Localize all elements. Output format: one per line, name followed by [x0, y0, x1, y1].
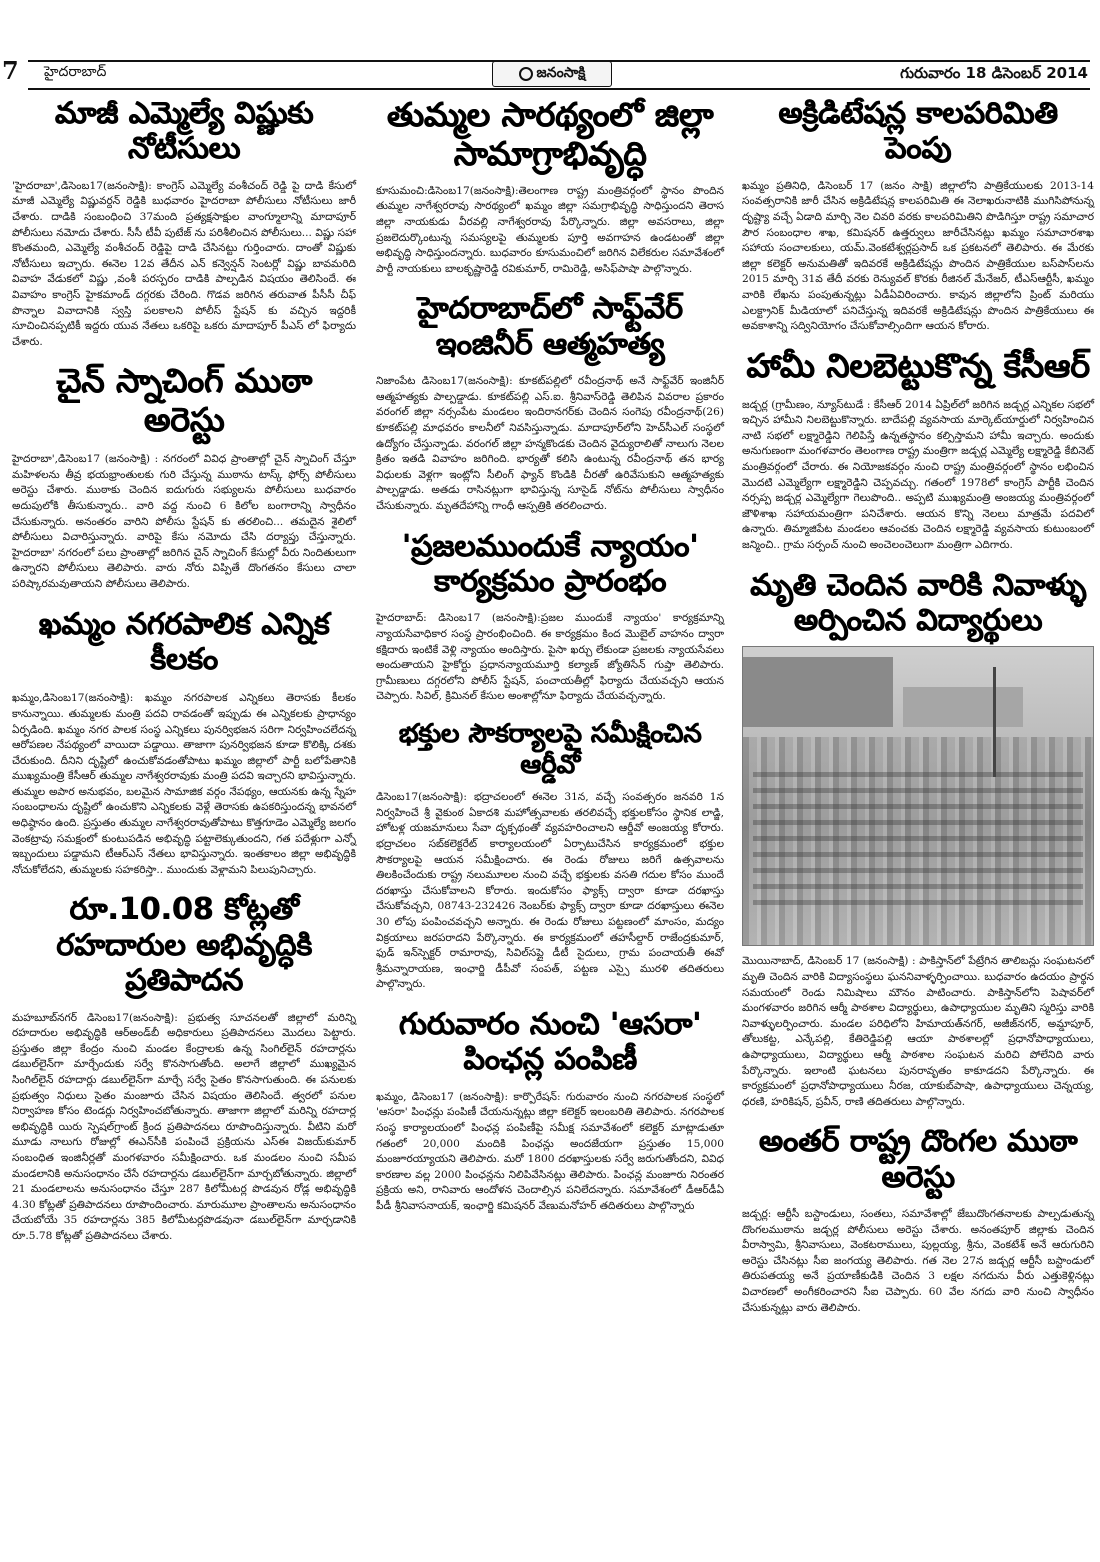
edition-city: హైదరాబాద్: [44, 64, 107, 80]
article: [376, 529, 724, 705]
article-body: మహబూబ్‌నగర్ డిసెంబ17(జనంసాక్షి): ప్రభుత్వ సూచనలతో జిల్లాలో మరిన్ని రహదారుల అభివృద్ధికి ఆర్‌అండ్‌బీ అధికారులు ప్రతిపాదనలు మొదలు పెట్టారు. ప్రస్తుతం జిల్లా కేంద్రం నుంచి మండల కేంద్రాలకు ఉన్న సింగిల్‌లైన్ రహదార్లను డబుల్‌లైన్‌గా మార్చేందుకు సర్వే కొనసాగుతోంది. అలాగే జిల్లాలో ముఖ్యమైన సింగిల్‌లైన్ రహదార్లు డబుల్‌లైన్‌గా మార్చే సర్వే సైతం కొనసాగుతుంది. ఈ పనులకు ప్రభుత్వం నిధులు సైతం మంజూరు చేసిన విషయం తెలిసిందే. త్వరలో పనుల నిర్వాహణ కోసం టెండర్లు నిర్వహించబోతున్నారు. తాజాగా జిల్లాలో మరిన్ని రహదార్ల అభివృద్ధికి యిరు స్పెషల్‌గ్రాంట్ క్రింద ప్రతిపాదనలు రూపొందిస్తున్నారు. వీటిని మరో మూడు నాలుగు రోజుల్లో ఈఎన్‌సీకి పంపించే ప్రక్రియను ఎస్‌ఈ విజయ్‌కుమార్ సంబంధిత ఇంజినీర్లతో మంగళవారం సమీక్షించారు. ఒక మండలం నుంచి సమీప మండలానికి అనుసంధానం చేసే రహదార్లను డబుల్‌లైన్‌గా మార్చబోతున్నారు. జిల్లాలో 21 మండలాలను అనుసంధానం చేస్తూ 287 కిలోమీటర్ల పొడవున రోడ్ల అభివృద్ధికి 4.30 కోట్లతో ప్రతిపాదనలు రూపొందించారు. మారుమూల ప్రాంతాలను అనుసంధానం చేయబోయే 35 రహదార్లను 385 కిలోమీటర్లపొడవునా డబుల్‌లైన్‌గా మార్చడానికి రూ.5.78 కోట్లతో ప్రతిపాదనలు చేశారు.: [12, 1011, 356, 1242]
article-body: మొయినాబాద్, డిసెంబర్ 17 (జనంసాక్షి) : పాకిస్తాన్‌లో పేట్రేగిన తాలిబన్లు సంఘటనలో మృతి చెందిన వారికి విద్యాసంస్థలు ఘననివాళ్ళర్పించాయి. బుధవారం ఉదయం ప్రార్థన సమయంలో రెండు నిమిషాలు మౌనం పాటించారు. పాకిస్తాన్‌లోని పెషావర్‌లో మంగళవారం జరిగిన ఆర్మీ పాఠశాల విద్యార్థులు, ఉపాధ్యాయుల మృతిని స్మరిస్తు వారికి నివాళ్ళులర్పించారు. మండల పరిధిలోని హిమాయత్‌నగర్, అజీజ్‌నగర్, అమ్డాపూర్, తోలుకట్ట, ఎన్కేపల్లి, కేతిరెడ్డిపల్లి ఆయా పాఠశాలల్లో ప్రధానోపాధ్యాయులు, ఉపాధ్యాయులు, విద్యార్థులు ఆర్మీ పాఠశాల సంఘటన మరిచి పోలేనిది వారు పేర్కొన్నారు. ఇలాంటి ఘటనలు పునరావృతం కాకూడదని పేర్కొన్నారు. ఈ కార్యక్రమంలో ప్రధానోపాధ్యాయులు నీరజ, యాకుబ్‌పాషా, ఉపాధ్యాయులు చెన్నయ్య, ధరణి, హరికిషన్, ప్రవీన్, రాణి తదితరులు పాల్గొన్నారు.: [742, 955, 1094, 1108]
article-body: ఖమ్మం,డిసెంబ17(జనంసాక్షి): ఖమ్మం నగరపాలక ఎన్నికలు తెరాసకు కీలకం కానున్నాయి. తుమ్మలకు మంత్రి పదవి రావడంతో ఇప్పుడు ఈ ఎన్నికలకు ప్రాధాన్యం ఏర్పడింది. ఖమ్మం నగర పాలక సంస్థ ఎన్నికలు పునర్విభజన సరిగా నిర్వహించలేదన్న ఆరోపణల నేపథ్యంలో వాయిదా పడ్డాయి. తాజాగా పునర్విభజన కూడా కొలిక్కి దశకు చేరుకుంది. దీనిని దృష్టిలో ఉంచుకోవడంతోపాటు ఖమ్మం జిల్లాలో పార్టీ బలోపేతానికి ముఖ్యమంత్రి కేసీఆర్ తుమ్మల నాగేశ్వరరావుకు మంత్రి పదవి ఇచ్చారని భావిస్తున్నారు. తుమ్మల అపార అనుభవం, బలమైన సామాజిక వర్గం నేపథ్యం, ఆయనకు ఉన్న స్నేహ సంబంధాలను దృష్టిలో ఉంచుకొని ఎన్నికలకు వెళ్లే తెరాసకు ఉపకరిస్తుందన్న భావనలో అధిష్ఠానం ఉంది. ప్రస్తుతం తుమ్మల నాగేశ్వరరావుతోపాటు కొత్తగూడెం ఎమ్మెల్యే జలగం వెంకట్రావు సమక్షంలో కుంటుపడిన అభివృద్ధి పట్టాలెక్కుతుందని, గత పదేళ్లుగా ఎన్నో ఇబ్బందులు పడ్డామని టీఆర్ఎస్ నేతలు భావిస్తున్నారు. ఇంతకాలం జిల్లా అభివృద్ధికి నోచుకోలేదని, తుమ్మలకు సహకరిస్తా.. ముందుకు వెళ్లామని పిలుపునిచ్చారు.: [12, 692, 356, 876]
article: [376, 291, 724, 514]
article: [742, 568, 1094, 1111]
article-headline: హామీ నిలబెట్టుకొన్న కేసీఆర్: [746, 345, 1090, 385]
article: [742, 96, 1094, 335]
article-body: జడ్చర్ల: ఆర్టీసీ బస్టాండులు, సంతలు, సమావేశాల్లో జేబుదొంగతనాలకు పాల్పడుతున్న దొంగలముఠాను జడ్చర్ల పోలీసులు అరెస్టు చేశారు. అనంతపూర్ జిల్లాకు చెందిన వీరాస్వామి, శ్రీనివాసులు, వెంకటరాములు, పుల్లయ్య, శ్రీను, వెంకటేశ్ అనే ఆరుగురిని అరెస్టు చేసినట్లు సీఐ జంగయ్య తెలిపారు. గత నెల 27న జడ్చర్ల ఆర్టీసీ బస్టాండులో తిరుపతయ్య అనే ప్రయాణీకుడికి చెందిన 3 లక్షల నగదును వీరు ఎత్తుకెళ్లినట్లు విచారణలో అంగీకరించారని సీఐ చెప్పారు. 60 వేల నగదు వారి నుంచి స్వాధీనం చేసుకున్నట్లు వారు తెలిపారు.: [742, 1208, 1094, 1314]
article: [742, 1124, 1094, 1316]
column-right: [742, 96, 1094, 1316]
article-headline: భక్తుల సౌకర్యాలపై సమీక్షించిన ఆర్డీవో: [398, 718, 702, 780]
article-headline: అక్రిడిటేషన్ల కాలపరిమితి పెంపు: [778, 96, 1058, 167]
article-headline: ఖమ్మం నగరపాలిక ఎన్నిక కీలకం: [38, 606, 330, 677]
article-headline: హైదరాబాద్‌లో సాఫ్ట్‌వేర్ ఇంజినీర్ ఆత్మహత్య: [417, 291, 683, 362]
photo-flagpole: [993, 667, 996, 777]
article-body: 'హైదరాబా',డిసెంబ17(జనంసాక్షి): కాంగ్రెస్ ఎమ్మెల్యే వంశీచంద్ రెడ్డి పై దాడి కేసులో మాజీ ఎమ్మెల్యే విష్ణువర్దన్ రెడ్డికి బుధవారం హైదరాబా పోలీసులు నోటీసులు జారీ చేశారు. దాడికి సంబంధించి 37మంది ప్రత్యక్షసాక్షుల వాంగ్మూలాన్ని మాదాపూర్ పోలీసులు నమోదు చేశారు. సీసీ టీవీ పుటేజ్ ను పరిశీలించిన పోలీసులు... విష్ణు సహా కొంతమంది, ఎమ్మెల్యే వంశీచంద్ రెడ్డిపై దాడి చేసినట్టు గుర్తించారు. దాంతో విష్ణుకు నోటీసులు ఇచ్చారు. ఈనెల 12వ తేదీన ఎన్ కన్వెన్షన్ సెంటర్లో విష్ణు బావమరిది వివాహ వేడుకలో విష్ణు ,వంశీ పరస్పరం దాడికి పాల్పడిన విషయం తెలిసిందే. ఈ వివాహం కాంగ్రెస్ హైకమాండ్ దగ్గరకు చేరింది. గొడవ జరిగిన తరువాత పీసీసీ చీఫ్ పొన్నాల వివాదానికి స్వస్తి పలకాలని పోలీస్ స్టేషన్ కు వచ్చిన ఇద్దరికీ సూచించినప్పటికీ ఇద్దరు యువ నేతలు ఒకరిపై ఒకరు మాదాపూర్ పీఎస్ లో ఫిర్యాదు చేశారు.: [12, 179, 356, 348]
article: [742, 347, 1094, 554]
issue-date: గురువారం 18 డిసెంబర్ 2014: [900, 64, 1088, 82]
photo-building: [743, 657, 893, 727]
article-headline: రూ.10.08 కోట్లతో రహదారుల అభివృద్ధికి ప్రతిపాదన: [56, 892, 312, 999]
column-middle: [376, 96, 724, 1215]
photo-student-rows: [753, 767, 1083, 905]
article-body: డిసెంబ17(జనంసాక్షి): భద్రాచలంలో ఈనెల 31న, వచ్చే సంవత్సరం జనవరి 1న నిర్వహించే శ్రీ వైకుంఠ ఏకాదశి మహోత్సవాలకు తరలివచ్చే భక్తులకోసం స్థానిక లాడ్జి, హోటళ్ల యజమానులు సేవా దృక్పథంతో వ్యవహరించాలని ఆర్డీవో అంజయ్య కోరారు. భద్రాచలం సబ్‌కలెక్టరేట్ కార్యాలయంలో ఏర్పాటుచేసిన కార్యక్రమంలో భక్తుల సౌకర్యాలపై ఆయన సమీక్షించారు. ఈ రెండు రోజులు జరిగే ఉత్సవాలను తిలకించేందుకు రాష్ట్ర నలుమూలల నుంచి వచ్చే భక్తులకు వసతి గదుల కోసం ముందే దరఖాస్తు చేసుకోవాలని కోరారు. ఇందుకోసం ఫ్యాక్స్ ద్వారా కూడా దరఖాస్తు చేసుకోవచ్చని, 08743-232426 నెంబర్‌కు ఫ్యాక్స్ ద్వారా కూడా దరఖాస్తులు ఈనెల 30 లోపు పంపించవచ్చని అన్నారు. ఈ రెండు రోజులు పట్టణంలో మాంసం, మద్యం విక్రయాలు జరపరాదని పేర్కొన్నారు. ఈ కార్యక్రమంలో తహసీల్దార్ రాజేంద్రకుమార్, ఫుడ్ ఇన్‌స్పెక్టర్ రామారావు, సివిల్‌సప్లై డీటీ సైదులు, గ్రామ పంచాయతీ ఈవో శ్రీమన్నారాయణ, ఇంఛార్జి డీపీవో సంపత్, పట్టణ ఎస్సై మురళి తదితరులు పాల్గొన్నారు.: [376, 791, 724, 991]
logo-emblem-icon: [519, 67, 533, 81]
article: [12, 96, 356, 350]
article-body: కూసుమంచి:డిసెంబ17(జనంసాక్షి):తెలంగాణ రాష్ట్ర మంత్రివర్గంలో స్థానం పొందిన తుమ్మల నాగేశ్వరరావు సారథ్యంలో ఖమ్మం జిల్లా సమగ్రాభివృద్ధి సాధిస్తుందని తెరాస జిల్లా నాయకుడు వీరవల్లి నాగేశ్వరరావు పేర్కొన్నారు. జిల్లా అవసరాలు, జిల్లా ప్రజలెదుర్కొంటున్న సమస్యలపై తుమ్మలకు పూర్తి అవగాహన ఉండటంతో జిల్లా అభివృద్ధి సాధిస్తుందన్నారు. బుధవారం కూసుమంచిలో జరిగిన విలేకరుల సమావేశంలో పార్టీ నాయకులు బాలకృష్ణారెడ్డి రవికుమార్, రామిరెడ్డి, అసిఫ్‌పాషా పాల్గొన్నారు.: [376, 184, 724, 275]
article-headline: తుమ్మల సారథ్యంలో జిల్లా సామాగ్రాభివృద్ధి: [386, 95, 714, 173]
students-assembly-photo: [742, 646, 1094, 946]
article: [376, 1007, 724, 1215]
column-left: [12, 96, 356, 1245]
article-headline: చైన్ స్నాచింగ్ ముఠా అరెస్టు: [56, 361, 312, 440]
article-body: హైదరాబా',డిసెంబ17 (జనంసాక్షి) : నగరంలో వివిధ ప్రాంతాల్లో చైన్ స్నాచింగ్ చేస్తూ మహిళలను తీవ్ర భయభ్రాంతులకు గురి చేస్తున్న ముఠాను టాస్క్ ఫోర్స్ పోలీసులు అరెస్టు చేశారు. ముఠాకు చెందిన ఐదుగురు సభ్యులను పోలీసులు బుధవారం అదుపులోకి తీసుకున్నారు.. వారి వద్ద నుంచి 6 కిలోల బంగారాన్ని స్వాధీనం చేసుకున్నారు. అనంతరం వారిని పోలీసు స్టేషన్ కు తరలించి... తమదైన శైలిలో పోలీసులు విచారిస్తున్నారు. వారిపై కేసు నమోదు చేసి దర్యాప్తు చేస్తున్నారు. హైదరాబా' నగరంలో పలు ప్రాంతాల్లో జరిగిన చైన్ స్నాచింగ్ కేసుల్లో వీరు నిందితులుగా ఉన్నారని పోలీసులు తెలిపారు. వారు నోరు విప్పితే దొంగతనం కేసులు చాలా పరిష్కారమవుతాయని పోలీసులు తెలిపారు.: [12, 453, 356, 590]
article-body: ఖమ్మం, డిసెంబ17 (జనంసాక్షి): కార్పొరేషన్: గురువారం నుంచి నగరపాలక సంస్థలో 'ఆసరా' పింఛన్లు పంపిణీ చేయనున్నట్లు జిల్లా కలెక్టర్ ఇలంబరితి తెలిపారు. నగరపాలక సంస్థ కార్యాలయంలో పింఛన్ల పంపిణీపై సమీక్ష సమావేశంలో కలెక్టర్ మాట్లాడుతూ గతంలో 20,000 మందికి పింఛన్లు అందజేయగా ప్రస్తుతం 15,000 మంజూరయ్యాయని తెలిపారు. మరో 1800 దరఖాస్తులకు సర్వే జరుగుతోందని, వివిధ కారణాల వల్ల 2000 పింఛన్లను నిలిపివేసినట్లు తెలిపారు. పింఛన్ల మంజూరు నిరంతర ప్రక్రియ అని, రానివారు ఆందోళన చెందాల్సిన పనిలేదన్నారు. సమావేశంలో డీఆర్‌డీఏ పీడీ శ్రీనివాసనాయక్, ఇంఛార్జి కమిషనర్ వేణుమనోహర్ తదితరులు పాల్గొన్నారు: [376, 1090, 724, 1212]
article-body: నిజాంపేట డిసెంబ17(జనంసాక్షి): కూకట్‌పల్లిలో రవీంద్రనాథ్ అనే సాఫ్ట్‌వేర్ ఇంజినీర్ ఆత్మహత్యకు పాల్పడ్డాడు. కూకట్‌పల్లి ఎస్.ఐ. శ్రీనివాస్‌రెడ్డి తెలిపిన వివరాల ప్రకారం వరంగల్ జిల్లా నర్సంపేట మండలం ఇందిరానగర్‌కు చెందిన సంగెపు రవీంద్రనాథ్(26) కూకట్‌పల్లి మాధవరం కాలనీలో నివసిస్తున్నాడు. మాదాపూర్‌లోని హెచ్‌సీఎల్ సంస్థలో ఉద్యోగం చేస్తున్నాడు. వరంగల్ జిల్లా హన్మకొండకు చెందిన వైద్యురాలితో నాలుగు నెలల క్రితం ఇతడి వివాహం జరిగింది. భార్యతో కలిసి ఉంటున్న రవీంద్రనాథ్ తన భార్య విధులకు వెళ్లగా ఇంట్లోని సీలింగ్ ఫ్యాన్ కొండికి చీరతో ఉరివేసుకుని ఆత్మహత్యకు పాల్పడ్డాడు. అతడు రాసినట్లుగా భావిస్తున్న సూసైడ్ నోట్‌ను పోలీసులు స్వాధీనం చేసుకున్నారు. మృతదేహాన్ని గాంధీ ఆస్పత్రికి తరలించారు.: [376, 375, 724, 512]
article-body: జడ్చర్ల (గ్రామీణం, న్యూస్‌టుడే : కేసీఆర్ 2014 ఏప్రిల్‌లో జరిగిన జడ్చర్ల ఎన్నికల సభలో ఇచ్చిన హామీని నిలబెట్టుకొన్నారు. బాదేపల్లి వ్యవసాయ మార్కెట్‌యార్డులో నిర్వహించిన నాటి సభలో లక్ష్మారెడ్డిని గెలిపిస్తే ఉన్నతస్థానం కల్పిస్తామని హామీ ఇచ్చారు. అందుకు అనుగుణంగా మంగళవారం తెలంగాణ రాష్ట్ర మంత్రిగా జడ్చర్ల ఎమ్మెల్యే లక్ష్మారెడ్డి కేబినెట్ మంత్రివర్గంలో చేరారు. ఈ నియోజకవర్గం నుంచి రాష్ట్ర మంత్రివర్గంలో స్థానం లభించిన మొదటి ఎమ్మెల్యేగా లక్ష్మారెడ్డిని చెప్పవచ్చు. గతంలో 1978లో కాంగ్రెస్ పార్టీకి చెందిన నర్సప్ప జడ్చర్ల ఎమ్మెల్యేగా గెలుపొంది.. అప్పటి ముఖ్యమంత్రి అంజయ్య మంత్రివర్గంలో జౌళిశాఖ సహాయమంత్రిగా పనిచేశారు. ఆయన కొన్ని నెలలు మాత్రమే పదవిలో ఉన్నారు. తిమ్మాజిపేట మండలం ఆవంచకు చెందిన లక్ష్మారెడ్డి వ్యవసాయ కుటుంబంలో జన్మించి.. గ్రామ సర్పంచ్ నుంచి అంచెలంచెలుగా మంత్రిగా ఎదిగారు.: [742, 398, 1094, 551]
article-headline: మాజీ ఎమ్మెల్యే విష్ణుకు నోటీసులు: [54, 96, 314, 167]
photo-building: [903, 687, 1023, 727]
masthead-rule-bottom: [28, 88, 1090, 90]
article: [12, 892, 356, 1244]
article-headline: గురువారం నుంచి 'ఆసరా' పింఛన్ల పంపిణీ: [398, 1006, 702, 1078]
article-headline: మృతి చెందిన వారికి నివాళ్ళు అర్పించిన విద్యార్థులు: [749, 567, 1087, 638]
article-body: హైదరాబాద్: డిసెంబ17 (జనంసాక్షి):ప్రజల ముందుకే న్యాయం' కార్యక్రమాన్ని న్యాయసేవాధికార సంస్థ ప్రారంభించింది. ఈ కార్యక్రమం కింద మొబైల్ వాహనం ద్వారా కక్షిదారు ఇంటికే వెళ్లి న్యాయం అందిస్తారు. పైసా ఖర్చు లేకుండా ప్రజలకు న్యాయసేవలు అందుతాయని హైకోర్టు ప్రధానన్యాయమూర్తి కల్యాణ్ జ్యోతిసేన్ గుప్తా తెలిపారు. గ్రామీణులు దగ్గరలోని పోలీస్ స్టేషన్, పంచాయతీల్లో ఫిర్యాదు చేయవచ్చని ఆయన చెప్పారు. సివిల్, క్రిమినల్ కేసుల అంశాల్లోనూ ఫిర్యాదు చేయవచ్చన్నారు.: [376, 612, 724, 703]
article-body: ఖమ్మం ప్రతినిధి, డిసెంబర్ 17 (జనం సాక్షి) జిల్లాలోని పాత్రికేయులకు 2013-14 సంవత్సరానికి జారీ చేసిన అక్రిడిటేషన్ల కాలపరిమితి ఈ నెలాఖరునాటికి ముగిసిపోనున్న దృష్ట్యా వచ్చే ఏడాది మార్చి నెల చివరి వరకు కాలపరిమితిని పొడిగిస్తూ రాష్ట్ర సమాచార పౌర సంబంధాల శాఖ, కమిషనర్ ఉత్తర్వులు జారీచేసినట్లు ఖమ్మం సమాచారశాఖ సహాయ సంచాలకులు, యమ్.వెంకటేశ్వర్లప్రసాద్ ఒక ప్రకటనలో తెలిపారు. ఈ మేరకు జిల్లా కలెక్టర్ అనుమతితో ఇదివరకే అక్రిడిటేషన్లు పొందిన పాత్రికేయుల బస్‌పాస్‌లను 2015 మార్చి 31వ తేదీ వరకు రెన్యువల్ కొరకు రీజినల్ మేనేజర్, టీఎస్‌ఆర్టీసీ, ఖమ్మం వారికి లేఖను పంపుతున్నట్లు ఏడీఏవిరించారు. కావున జిల్లాలోని ప్రింట్ మరియు ఎలక్ట్రానిక్ మీడియాలో పనిచేస్తున్న ఇదివరకే అక్రిడిటేషన్లు పొందిన పాత్రికేయులు ఈ అవకాశాన్ని సద్వినియోగం చేసుకోవాల్సిందిగా ఆయన కోరారు.: [742, 179, 1094, 333]
article: [376, 96, 724, 277]
article: [12, 362, 356, 592]
article: [376, 719, 724, 993]
page-number: 7: [2, 56, 19, 85]
paper-name: జనంసాక్షి: [536, 64, 586, 81]
article-headline: అంతర్ రాష్ట్ర దొంగల ముఠా అరెస్టు: [758, 1124, 1078, 1195]
article: [12, 607, 356, 879]
paper-logo: [492, 61, 612, 87]
article-headline: 'ప్రజలముందుకే న్యాయం' కార్యక్రమం ప్రారంభం: [401, 528, 699, 599]
